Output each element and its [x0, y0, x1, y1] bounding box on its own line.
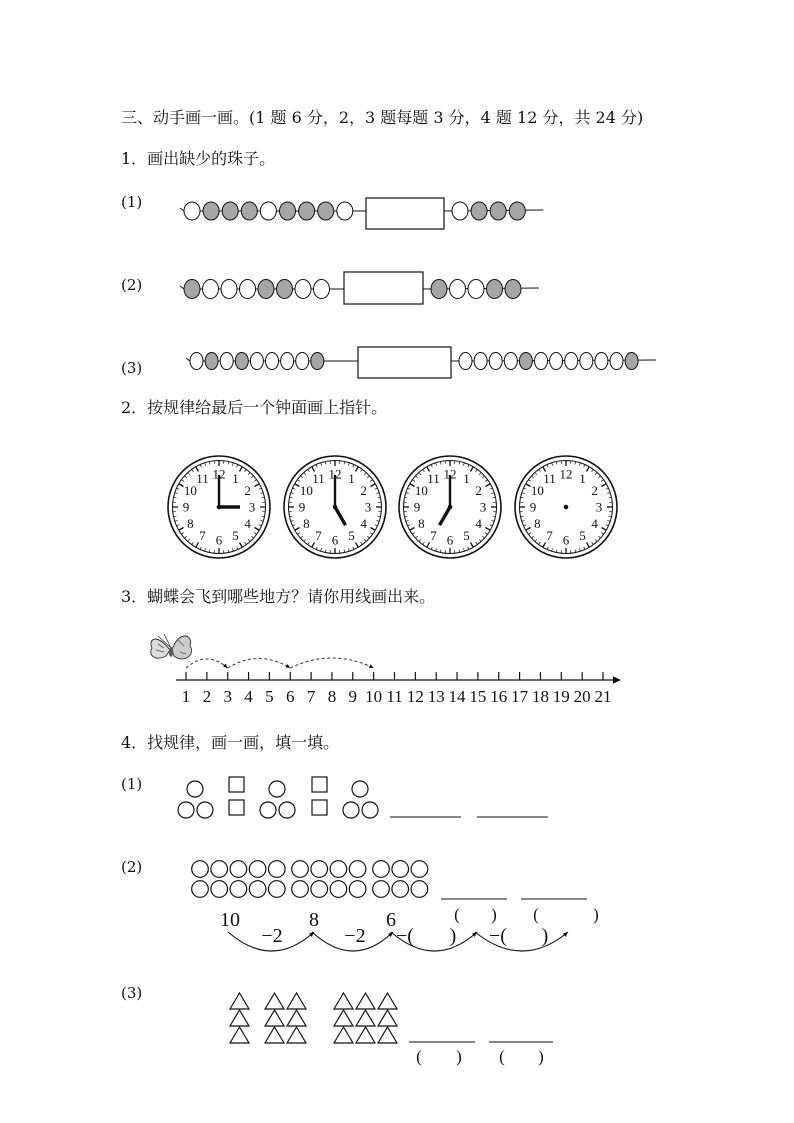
- tick-label: 11: [386, 687, 403, 706]
- circle-shape: [269, 881, 286, 898]
- number-line: [176, 658, 620, 706]
- clock-4: [515, 456, 617, 558]
- circle-shape: [362, 802, 378, 818]
- square-shape: [229, 800, 244, 815]
- tick-label: 2: [202, 687, 212, 706]
- circle-shape: [311, 861, 328, 878]
- circle-shape: [269, 781, 285, 797]
- gray-bead: [509, 202, 525, 220]
- clock-number: 6: [446, 532, 454, 548]
- gray-bead: [490, 202, 506, 220]
- circle-shape: [230, 881, 247, 898]
- clock-number: 7: [315, 528, 322, 544]
- circle-shape: [411, 881, 428, 898]
- white-bead: [281, 353, 294, 370]
- clock-number: 11: [196, 470, 209, 486]
- butterfly-icon: [151, 634, 192, 659]
- op-label: −(: [396, 925, 414, 947]
- triangle-shape: [287, 993, 306, 1009]
- clock-number: 1: [348, 470, 355, 486]
- tick-label: 20: [573, 687, 591, 706]
- bead-strings: [180, 198, 656, 378]
- clock-number: 1: [463, 470, 470, 486]
- clock-number: 5: [579, 528, 586, 544]
- white-bead: [580, 353, 593, 370]
- answer-paren-open: (: [499, 1047, 505, 1066]
- circle-shape: [292, 881, 309, 898]
- clock-3: [399, 456, 501, 558]
- circle-shape: [349, 881, 366, 898]
- gray-bead: [625, 353, 638, 370]
- section-title: 三、动手画一画。(1 题 6 分，2，3 题每题 3 分，4 题 12 分，共 24 分): [121, 108, 644, 127]
- white-bead: [295, 280, 311, 299]
- circle-shape: [373, 861, 390, 878]
- clock-number: 7: [546, 528, 553, 544]
- circle-shape: [392, 861, 409, 878]
- answer-paren-close: ): [491, 905, 497, 924]
- clock-number: 3: [479, 499, 487, 515]
- tick-label: 14: [448, 687, 466, 706]
- q4-title: 4．找规律，画一画，填一填。: [121, 733, 340, 752]
- answer-paren-open: (: [533, 905, 539, 924]
- circle-shape: [292, 861, 309, 878]
- q1-row3-label: (3): [121, 359, 143, 377]
- triangle-shape: [356, 993, 375, 1009]
- clock-number: 10: [299, 483, 313, 498]
- white-bead: [610, 353, 623, 370]
- white-bead: [240, 280, 256, 299]
- answer-paren-close: ): [538, 1047, 544, 1066]
- gray-bead: [235, 353, 248, 370]
- white-bead: [190, 353, 203, 370]
- jump-arrow: [186, 659, 228, 668]
- q4-sub2-label: (2): [121, 858, 143, 876]
- clock-1: [168, 456, 270, 558]
- white-bead: [221, 280, 237, 299]
- gray-bead: [431, 280, 447, 299]
- tick-label: 15: [469, 687, 487, 706]
- op-label: −2: [261, 925, 283, 947]
- q4-sub3-pattern: [230, 993, 553, 1066]
- clock-number: 3: [364, 499, 372, 515]
- triangle-shape: [287, 1010, 306, 1026]
- bead-row-2: [180, 272, 539, 304]
- white-bead: [459, 353, 472, 370]
- clock-number: 2: [475, 483, 482, 498]
- clock-number: 12: [212, 466, 226, 482]
- gray-bead: [519, 353, 532, 370]
- gray-bead: [280, 202, 296, 220]
- clock-number: 12: [443, 466, 457, 482]
- gray-bead: [222, 202, 238, 220]
- circle-shape: [269, 861, 286, 878]
- clock-number: 5: [463, 528, 470, 544]
- clock-2: [284, 456, 386, 558]
- clock-number: 8: [418, 516, 425, 531]
- q4-sub1-pattern: [178, 777, 548, 818]
- clock-number: 10: [183, 483, 197, 498]
- tick-label: 21: [594, 687, 612, 706]
- clock-number: 11: [312, 470, 325, 486]
- circle-shape: [192, 861, 209, 878]
- clock-number: 3: [595, 499, 603, 515]
- triangle-shape: [356, 1010, 375, 1026]
- white-bead: [550, 353, 563, 370]
- white-bead: [504, 353, 517, 370]
- circle-shape: [260, 802, 276, 818]
- white-bead: [184, 202, 200, 220]
- clock-number: 9: [413, 499, 421, 515]
- q1-row2-label: (2): [121, 276, 143, 294]
- white-bead: [337, 202, 353, 220]
- circle-shape: [211, 881, 228, 898]
- clock-number: 4: [591, 516, 598, 531]
- clock-number: 6: [215, 532, 223, 548]
- circle-shape: [330, 861, 347, 878]
- string: [180, 208, 184, 211]
- triangle-shape: [356, 1027, 375, 1043]
- missing-beads-box: [344, 272, 423, 304]
- gray-bead: [241, 202, 257, 220]
- clock-number: 3: [248, 499, 256, 515]
- clock-center-dot: [448, 505, 453, 510]
- clock-number: 11: [543, 470, 556, 486]
- clock-number: 6: [331, 532, 339, 548]
- white-bead: [314, 280, 330, 299]
- clock-number: 5: [232, 528, 239, 544]
- q1-row1-label: (1): [121, 193, 143, 211]
- clock-number: 6: [562, 532, 570, 548]
- clock-faces: [168, 456, 617, 558]
- white-bead: [203, 280, 219, 299]
- white-bead: [450, 280, 466, 299]
- answer-paren-close: ): [456, 1047, 462, 1066]
- bead-row-3: [186, 347, 656, 378]
- triangle-shape: [265, 1027, 284, 1043]
- circle-shape: [249, 861, 266, 878]
- clock-number: 2: [244, 483, 251, 498]
- white-bead: [266, 353, 279, 370]
- clock-number: 2: [360, 483, 367, 498]
- jump-arrow: [228, 658, 291, 668]
- clock-number: 2: [591, 483, 598, 498]
- tick-label: 8: [327, 687, 337, 706]
- gray-bead: [471, 202, 487, 220]
- square-shape: [312, 800, 327, 815]
- clock-number: 8: [187, 516, 194, 531]
- tick-label: 3: [223, 687, 232, 706]
- clock-number: 7: [199, 528, 206, 544]
- missing-beads-box: [366, 198, 444, 229]
- circle-shape: [230, 861, 247, 878]
- circle-shape: [349, 861, 366, 878]
- white-bead: [489, 353, 502, 370]
- triangle-shape: [378, 993, 397, 1009]
- value-label: 8: [309, 909, 319, 931]
- white-bead: [468, 280, 484, 299]
- gray-bead: [487, 280, 503, 299]
- triangle-shape: [378, 1027, 397, 1043]
- string: [180, 286, 184, 289]
- gray-bead: [299, 202, 315, 220]
- clock-number: 4: [475, 516, 482, 531]
- white-bead: [565, 353, 578, 370]
- gray-bead: [277, 280, 293, 299]
- circle-shape: [392, 881, 409, 898]
- clock-number: 8: [303, 516, 310, 531]
- q4-sub3-label: (3): [121, 984, 143, 1002]
- white-bead: [250, 353, 263, 370]
- tick-label: 5: [265, 687, 274, 706]
- triangle-shape: [334, 993, 353, 1009]
- q4-sub1-label: (1): [121, 775, 143, 793]
- circle-shape: [343, 802, 359, 818]
- white-bead: [296, 353, 309, 370]
- circle-shape: [373, 881, 390, 898]
- clock-number: 9: [298, 499, 306, 515]
- gray-bead: [184, 280, 200, 299]
- clock-number: 8: [534, 516, 541, 531]
- string: [186, 358, 190, 361]
- gray-bead: [318, 202, 334, 220]
- triangle-shape: [265, 993, 284, 1009]
- white-bead: [474, 353, 487, 370]
- circle-shape: [211, 861, 228, 878]
- bead-row-1: [180, 198, 543, 229]
- op-label: −2: [344, 925, 366, 947]
- tick-label: 4: [244, 687, 253, 706]
- clock-center-dot: [564, 505, 569, 510]
- q2-title: 2．按规律给最后一个钟面画上指针。: [121, 398, 388, 417]
- circle-shape: [187, 781, 203, 797]
- tick-label: 6: [286, 687, 295, 706]
- op-label: ): [449, 925, 457, 947]
- tick-label: 19: [552, 687, 570, 706]
- triangle-shape: [265, 1010, 284, 1026]
- answer-paren-open: (: [416, 1047, 422, 1066]
- square-shape: [229, 777, 244, 792]
- gray-bead: [205, 353, 218, 370]
- clock-number: 12: [559, 466, 573, 482]
- q3-title: 3．蝴蝶会飞到哪些地方？请你用线画出来。: [121, 587, 436, 606]
- answer-paren-close: ): [593, 905, 599, 924]
- gray-bead: [203, 202, 219, 220]
- square-shape: [312, 777, 327, 792]
- tick-label: 7: [306, 687, 316, 706]
- clock-number: 9: [529, 499, 537, 515]
- clock-number: 11: [427, 470, 440, 486]
- white-bead: [535, 353, 548, 370]
- tick-label: 18: [531, 687, 549, 706]
- clock-number: 4: [360, 516, 367, 531]
- white-bead: [452, 202, 468, 220]
- gray-bead: [258, 280, 274, 299]
- tick-label: 13: [427, 687, 445, 706]
- gray-bead: [505, 280, 521, 299]
- clock-number: 10: [414, 483, 428, 498]
- clock-center-dot: [217, 505, 222, 510]
- clock-number: 7: [430, 528, 437, 544]
- triangle-shape: [230, 1010, 249, 1026]
- clock-number: 1: [579, 470, 586, 486]
- clock-number: 9: [182, 499, 190, 515]
- clock-number: 12: [328, 466, 342, 482]
- circle-shape: [330, 881, 347, 898]
- clock-number: 10: [530, 483, 544, 498]
- white-bead: [595, 353, 608, 370]
- circle-shape: [178, 802, 194, 818]
- white-bead: [220, 353, 233, 370]
- triangle-shape: [378, 1010, 397, 1026]
- value-label: 6: [386, 909, 396, 931]
- tick-label: 10: [365, 687, 383, 706]
- value-label: 10: [220, 909, 240, 931]
- tick-label: 16: [490, 687, 508, 706]
- circle-shape: [352, 781, 368, 797]
- op-label: ): [541, 925, 549, 947]
- op-label: −(: [489, 925, 507, 947]
- circle-shape: [279, 802, 295, 818]
- circle-shape: [311, 881, 328, 898]
- clock-center-dot: [333, 505, 338, 510]
- answer-paren-open: (: [454, 905, 460, 924]
- clock-number: 1: [232, 470, 239, 486]
- clock-number: 4: [244, 516, 251, 531]
- tick-label: 17: [511, 687, 529, 706]
- q4-sub2-pattern: [192, 861, 599, 951]
- circle-shape: [197, 802, 213, 818]
- circle-shape: [192, 881, 209, 898]
- white-bead: [260, 202, 276, 220]
- triangle-shape: [334, 1027, 353, 1043]
- tick-label: 9: [348, 687, 358, 706]
- triangle-shape: [334, 1010, 353, 1026]
- circle-shape: [249, 881, 266, 898]
- q1-title: 1．画出缺少的珠子。: [121, 149, 276, 168]
- triangle-shape: [287, 1027, 306, 1043]
- gray-bead: [311, 353, 324, 370]
- clock-number: 5: [348, 528, 355, 544]
- triangle-shape: [230, 993, 249, 1009]
- jump-arrow: [290, 658, 373, 668]
- missing-beads-box: [358, 347, 451, 378]
- circle-shape: [411, 861, 428, 878]
- triangle-shape: [230, 1027, 249, 1043]
- tick-label: 1: [181, 687, 191, 706]
- tick-label: 12: [406, 687, 424, 706]
